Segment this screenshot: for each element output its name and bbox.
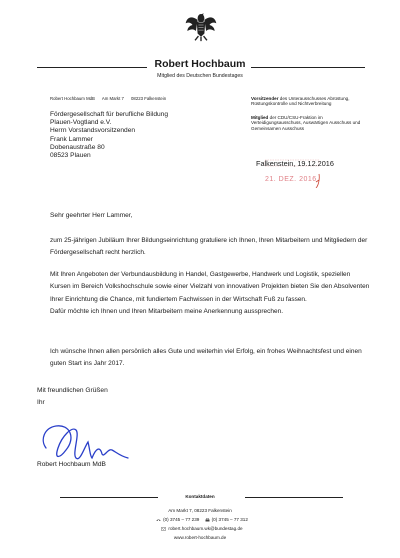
sender-name: Robert Hochbaum MdB: [50, 96, 95, 101]
sender-return-line: [50, 96, 172, 101]
closing-greeting: Mit freundlichen Grüßen: [37, 387, 108, 394]
letterhead-name: Robert Hochbaum: [154, 58, 246, 70]
letterhead-rule-right: [251, 67, 365, 68]
recipient-line: Dobenaustraße 80: [50, 143, 105, 151]
footer-website[interactable]: www.robert-hochbaum.de: [173, 535, 227, 540]
body-paragraph: Dafür möchte ich Ihnen und Ihren Mitarbeitern meine Anerkennung aussprechen.: [50, 307, 284, 315]
fax-icon: [205, 518, 210, 522]
footer-email-row: [0, 526, 400, 531]
letterhead-subtitle: Mitglied des Deutschen Bundestages: [157, 73, 243, 79]
closing: [37, 385, 108, 409]
federal-eagle-icon: [184, 8, 218, 42]
role-chair-text: des Unterausschusses Abrüstung, Rüstungskontrolle und Nichtverbreitung: [251, 96, 350, 107]
sender-street: Am Markt 7: [101, 96, 124, 101]
role-member-text: der CDU/CSU-Fraktion im Verteidigungsausschuss, Auswärtigen Ausschuss und Gemeinsamen Ausschuss: [251, 115, 361, 131]
closing-ihr: Ihr: [37, 399, 45, 406]
recipient-line: Frank Lammer: [50, 135, 93, 143]
salutation: Sehr geehrter Herr Lammer,: [50, 212, 133, 219]
footer-address: Am Markt 7, 08223 Falkenstein: [168, 508, 232, 513]
body-paragraph-group: [50, 269, 370, 318]
body-paragraph: zum 25-jährigen Jubiläum Ihrer Bildungseinrichtung gratuliere ich Ihnen, Ihren Mitarbeitern und Mitgliedern der Fördergesellschaft recht herzlich.: [50, 237, 368, 257]
mail-icon: [161, 527, 166, 531]
footer-fax: (0) 3745 – 77 312: [211, 517, 248, 522]
footer-label: Kontaktdaten: [185, 494, 215, 499]
sender-city: 08223 Falkenstein: [131, 96, 167, 101]
signature-name: Robert Hochbaum MdB: [37, 461, 106, 468]
recipient-line: Plauen-Vogtland e.V.: [50, 119, 112, 127]
role-chair-title: Vorsitzender: [251, 96, 279, 101]
received-stamp-date: 21. DEZ. 2016: [265, 176, 317, 183]
sidebar-role-chair: [251, 96, 371, 107]
phone-icon: [156, 518, 161, 522]
sidebar-role-member: [251, 115, 371, 131]
recipient-line: Fördergesellschaft für berufliche Bildung: [50, 111, 169, 118]
role-member-title: Mitglied: [251, 115, 269, 120]
place-and-date: Falkenstein, 19.12.2016: [256, 159, 334, 168]
footer-email[interactable]: robert.hochbaum.wk@bundestag.de: [168, 526, 243, 531]
body-paragraph: Ich wünsche Ihnen allen persönlich alles Gute und weiterhin viel Erfolg, ein frohes Weihnachtsfest und einen guten Start ins Jahr 2017.: [50, 348, 362, 368]
recipient-line: Herrn Vorstandsvorsitzenden: [50, 127, 136, 135]
recipient-line: 08523 Plauen: [50, 152, 91, 160]
body-paragraph: Mit Ihren Angeboten der Verbundausbildung in Handel, Gastgewerbe, Handwerk und Logistik, speziellen Kursen im Bereich Volkshochschule sowie einer Vielzahl von innovativen Projekten bieten Sie den Absolventen Ihrer Einrichtung die Chance, mit fundiertem Fachwissen in der Wirtschaft Fuß zu fassen.: [50, 271, 370, 303]
letterhead-rule-left: [37, 67, 147, 68]
recipient-address: [50, 111, 168, 160]
footer-phone-fax: [0, 517, 400, 522]
footer-phone: (0) 3745 – 77 239: [163, 517, 200, 522]
